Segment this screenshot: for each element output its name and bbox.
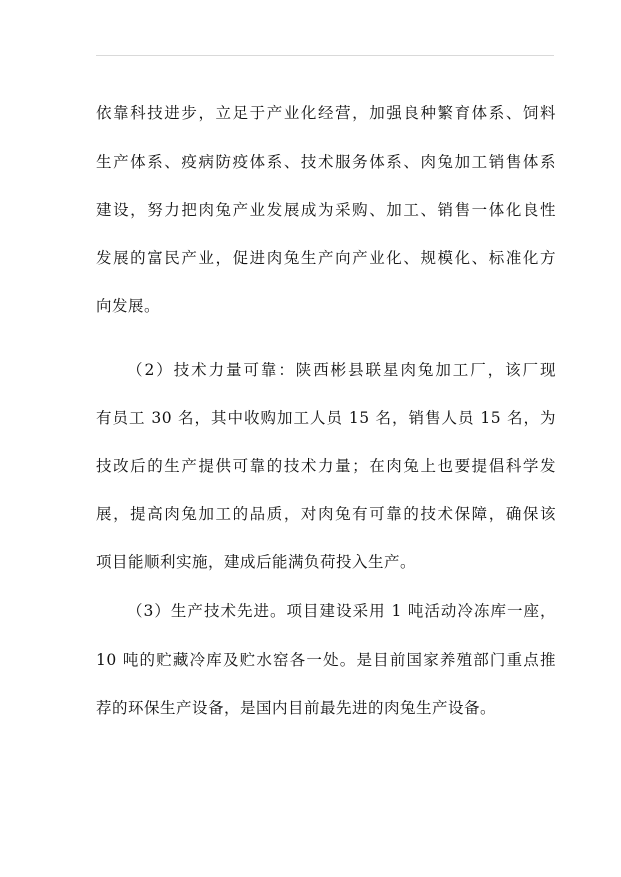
paragraph-1-line-1: 依靠科技进步，立足于产业化经营，加强良种繁育体系、饲料 bbox=[96, 104, 556, 122]
paragraph-3-line-3: 荐的环保生产设备，是国内目前最先进的肉兔生产设备。 bbox=[96, 699, 497, 717]
paragraph-3-line-2: 10 吨的贮藏冷库及贮水窑各一处。是目前国家养殖部门重点推 bbox=[96, 651, 556, 669]
paragraph-2-line-4: 展，提高肉兔加工的品质，对肉兔有可靠的技术保障，确保该 bbox=[96, 505, 556, 523]
header-divider bbox=[96, 55, 554, 56]
paragraph-1-line-5: 向发展。 bbox=[96, 297, 161, 315]
paragraph-2-line-2: 有员工 30 名，其中收购加工人员 15 名，销售人员 15 名，为 bbox=[96, 409, 556, 427]
paragraph-2-line-3: 技改后的生产提供可靠的技术力量；在肉兔上也要提倡科学发 bbox=[96, 457, 556, 475]
paragraph-1-line-2: 生产体系、疫病防疫体系、技术服务体系、肉兔加工销售体系 bbox=[96, 153, 556, 171]
paragraph-3-line-1: （3）生产技术先进。项目建设采用 1 吨活动冷冻库一座， bbox=[127, 602, 556, 620]
paragraph-1-line-3: 建设，努力把肉兔产业发展成为采购、加工、销售一体化良性 bbox=[96, 201, 556, 219]
paragraph-2-line-5: 项目能顺利实施，建成后能满负荷投入生产。 bbox=[96, 553, 417, 571]
paragraph-2-line-1: （2）技术力量可靠：陕西彬县联星肉兔加工厂，该厂现 bbox=[127, 361, 556, 379]
paragraph-1-line-4: 发展的富民产业，促进肉兔生产向产业化、规模化、标准化方 bbox=[96, 249, 556, 267]
